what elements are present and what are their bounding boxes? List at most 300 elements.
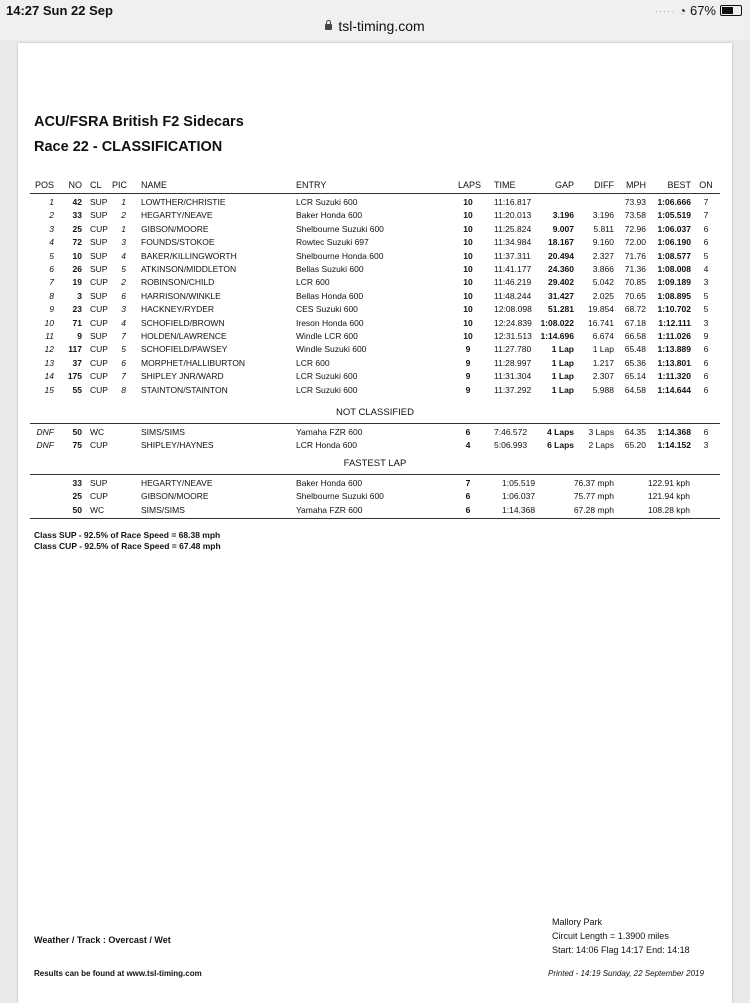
- cell-name: ROBINSON/CHILD: [141, 277, 215, 288]
- cell-pos: 4: [49, 237, 54, 248]
- cell-name: SHIPLEY JNR/WARD: [141, 371, 224, 382]
- cell-cl: SUP: [90, 478, 108, 488]
- cell-pic: 2: [121, 210, 126, 221]
- cell-cl: CUP: [90, 223, 108, 234]
- cell-no: 10: [72, 250, 82, 261]
- cell-diff: 16.741: [588, 317, 614, 328]
- cell-gap: 9.007: [552, 223, 574, 234]
- cell-name: SCHOFIELD/BROWN: [141, 317, 225, 328]
- championship-title: ACU/FSRA British F2 Sidecars: [34, 114, 244, 130]
- cell-no: 71: [72, 317, 82, 328]
- cell-pos: POS: [34, 180, 54, 190]
- cell-entry: ENTRY: [296, 180, 327, 190]
- cell-time: 11:31.304: [494, 371, 532, 382]
- cell-cl: CUP: [90, 317, 108, 328]
- cell-laps: 9: [465, 357, 471, 368]
- cell-laps: 10: [463, 331, 473, 341]
- cell-cl: CUP: [90, 440, 108, 451]
- cell-cl: CUP: [90, 491, 108, 502]
- cell-no: 50: [72, 504, 82, 515]
- cell-diff: 3 Laps: [588, 427, 614, 437]
- cell-gap: 1 Lap: [551, 371, 574, 382]
- cell-pic: 6: [121, 357, 126, 368]
- cell-no: 72: [72, 237, 82, 248]
- cell-best: BEST: [667, 180, 691, 190]
- cell-time: 5:06.993: [494, 440, 528, 451]
- cell-gap: 4 Laps: [547, 427, 574, 437]
- cell-mph: 68.72: [624, 304, 646, 315]
- table-row: [18, 370, 732, 383]
- cell-on: 3: [703, 440, 709, 451]
- cell-pos: 1: [49, 197, 54, 207]
- cell-diff: 6.674: [592, 331, 614, 341]
- cell-entry: LCR Honda 600: [296, 440, 357, 451]
- cell-best: 1:08.577: [657, 250, 691, 261]
- cell-entry: Yamaha FZR 600: [296, 504, 363, 515]
- cell-pos: 2: [49, 210, 54, 221]
- cell-laps: 10: [463, 197, 473, 207]
- cell-time: 12:08.098: [494, 304, 532, 315]
- cell-on: 6: [703, 344, 709, 355]
- cell-name: HEGARTY/NEAVE: [141, 210, 213, 221]
- cell-pos: DNF: [36, 440, 54, 451]
- cell-pos: 10: [44, 317, 54, 328]
- cell-gap: 6 Laps: [547, 440, 574, 451]
- cell-entry: Shelbourne Suzuki 600: [296, 491, 384, 502]
- cell-no: 25: [72, 491, 82, 502]
- cell-cl: WC: [90, 504, 105, 515]
- circuit-length: Circuit Length = 1.3900 miles: [552, 931, 669, 941]
- cell-laps: 9: [465, 384, 471, 395]
- cell-diff: 1.217: [592, 357, 614, 368]
- cell-laps: 9: [465, 371, 471, 382]
- cell-best: 1:10.702: [657, 304, 691, 315]
- cell-cl: CUP: [90, 344, 108, 355]
- cell-best: 1:12.111: [658, 317, 691, 328]
- cell-gap: 51.281: [548, 304, 574, 315]
- cell-best: 1:09.189: [657, 277, 691, 288]
- cell-no: 33: [72, 478, 82, 488]
- cell-time: 11:37.292: [494, 384, 532, 395]
- cell-diff: 5.988: [592, 384, 614, 395]
- cell-pos: 8: [49, 290, 54, 301]
- cell-laps: 9: [465, 344, 471, 355]
- cell-mph: 65.14: [624, 371, 646, 382]
- cell-cl: SUP: [90, 210, 108, 221]
- cell-entry: Bellas Suzuki 600: [296, 264, 364, 274]
- cell-mph: 70.65: [624, 290, 646, 301]
- cell-best: 1:11.026: [657, 331, 691, 341]
- class-note: Class CUP - 92.5% of Race Speed = 67.48 mph: [34, 541, 221, 551]
- cell-best: 1:05.519: [657, 210, 691, 221]
- table-row: [18, 439, 732, 452]
- cell-pos: DNF: [36, 427, 54, 437]
- cell-on: 6: [703, 427, 709, 437]
- cell-pic: 1: [121, 223, 126, 234]
- cell-gap: 3.196: [552, 210, 574, 221]
- cell-on: 7: [703, 210, 709, 221]
- table-row: [18, 236, 732, 249]
- cell-no: 25: [72, 223, 82, 234]
- cell-best: 1:14.644: [657, 384, 691, 395]
- cell-no: 33: [72, 210, 82, 221]
- cell-on: 3: [703, 317, 709, 328]
- cell-gap: 29.402: [548, 277, 574, 288]
- cell-name: FOUNDS/STOKOE: [141, 237, 215, 248]
- cell-entry: LCR Suzuki 600: [296, 197, 358, 207]
- cell-diff: 2.307: [592, 371, 614, 382]
- not-classified-heading: NOT CLASSIFIED: [336, 407, 414, 418]
- table-row: [18, 250, 732, 263]
- cell-time: TIME: [494, 180, 516, 190]
- url-text: tsl-timing.com: [338, 18, 425, 34]
- cell-no: 19: [72, 277, 82, 288]
- cell-cl: SUP: [90, 290, 108, 301]
- status-time: 14:27 Sun 22 Sep: [6, 3, 113, 18]
- table-row: [18, 330, 732, 343]
- table-row: [18, 276, 732, 289]
- cell-laps: 10: [463, 277, 473, 288]
- cell-cl: SUP: [90, 264, 108, 274]
- cell-on: 9: [703, 331, 709, 341]
- cell-diff: 3.196: [592, 210, 614, 221]
- cell-mph: 65.20: [624, 440, 646, 451]
- cell-entry: Yamaha FZR 600: [296, 427, 363, 437]
- cell-entry: Ireson Honda 600: [296, 317, 364, 328]
- cell-best: 1:08.895: [657, 290, 691, 301]
- table-row: [18, 343, 732, 356]
- cell-no: 3: [77, 290, 82, 301]
- cell-name: HEGARTY/NEAVE: [141, 478, 213, 488]
- cell-diff: 3.866: [592, 264, 614, 274]
- cell-best: 1:06.037: [657, 223, 691, 234]
- cell-name: SHIPLEY/HAYNES: [141, 440, 214, 451]
- cell-entry: Windle LCR 600: [296, 331, 358, 341]
- cell-no: 55: [72, 384, 82, 395]
- cell-cl: CUP: [90, 277, 108, 288]
- cell-name: HOLDEN/LAWRENCE: [141, 331, 227, 341]
- lock-icon: [325, 24, 332, 30]
- table-header: [18, 179, 732, 192]
- cell-cl: CUP: [90, 371, 108, 382]
- table-row: [18, 357, 732, 370]
- cell-name: ATKINSON/MIDDLETON: [141, 264, 237, 274]
- table-row: [18, 209, 732, 222]
- address-bar[interactable]: [0, 18, 750, 34]
- cell-name: SIMS/SIMS: [141, 504, 185, 515]
- cell-pic: 3: [121, 237, 126, 248]
- cell-cl: CUP: [90, 304, 108, 315]
- cell-on: 5: [703, 250, 709, 261]
- battery-icon: [720, 5, 742, 16]
- circuit-name: Mallory Park: [552, 917, 603, 927]
- cell-name: MORPHET/HALLIBURTON: [141, 357, 246, 368]
- status-indicators: [655, 3, 742, 18]
- cell-on: 3: [703, 277, 709, 288]
- cell-pos: 11: [45, 331, 54, 341]
- race-times: Start: 14:06 Flag 14:17 End: 14:18: [552, 945, 690, 955]
- cell-time: 7:46.572: [494, 427, 528, 437]
- cell-time: 11:37.311: [494, 250, 531, 261]
- cell-no: 42: [72, 197, 82, 207]
- cell-laps: 10: [463, 317, 473, 328]
- cell-time: 11:28.997: [494, 357, 532, 368]
- cell-gap: 1 Lap: [551, 357, 574, 368]
- cell-name: STAINTON/STAINTON: [141, 384, 228, 395]
- cell-entry: Shelbourne Suzuki 600: [296, 223, 384, 234]
- cell-name: GIBSON/MOORE: [141, 223, 209, 234]
- cell-laps: 10: [463, 210, 473, 221]
- cell-kph: 122.91 kph: [647, 478, 690, 488]
- cell-diff: 2.025: [592, 290, 614, 301]
- cell-pos: 12: [44, 344, 54, 355]
- cell-mph: 66.58: [624, 331, 646, 341]
- cell-mph: 72.96: [624, 223, 646, 234]
- cell-lap: 6: [465, 504, 471, 515]
- cell-lap: 6: [465, 491, 471, 502]
- cell-gap: 1:08.022: [540, 317, 574, 328]
- cell-pic: 1: [121, 197, 126, 207]
- cell-no: 37: [72, 357, 82, 368]
- cell-diff: 5.811: [593, 223, 614, 234]
- cell-laps: LAPS: [458, 180, 482, 190]
- cell-on: 6: [703, 371, 709, 382]
- cell-pos: 14: [44, 371, 54, 382]
- cell-on: 6: [703, 223, 709, 234]
- cell-cl: CUP: [90, 357, 108, 368]
- cell-no: NO: [68, 180, 82, 190]
- cell-diff: 19.854: [588, 304, 614, 315]
- cell-entry: Rowtec Suzuki 697: [296, 237, 369, 248]
- cell-laps: 10: [463, 223, 473, 234]
- cell-mph: 72.00: [624, 237, 646, 248]
- cell-cl: SUP: [90, 331, 108, 341]
- battery-fill: [722, 7, 733, 14]
- cell-diff: 1 Lap: [592, 344, 614, 355]
- cell-best: 1:13.889: [657, 344, 691, 355]
- cell-laps: 10: [463, 250, 473, 261]
- cell-name: SIMS/SIMS: [141, 427, 185, 437]
- status-bar: [0, 0, 750, 40]
- cell-time: 11:48.244: [494, 290, 532, 301]
- cell-time: 11:27.780: [494, 344, 532, 355]
- cell-gap: 1 Lap: [551, 344, 574, 355]
- cell-diff: 9.160: [592, 237, 614, 248]
- cell-no: 50: [72, 427, 82, 437]
- cell-time: 11:46.219: [494, 277, 532, 288]
- cell-cl: SUP: [90, 237, 108, 248]
- cell-time: 1:14.368: [502, 504, 536, 515]
- cell-gap: GAP: [554, 180, 574, 190]
- cell-laps: 6: [465, 427, 471, 437]
- cell-pic: 4: [121, 317, 126, 328]
- cell-pic: 7: [121, 331, 126, 341]
- cell-name: LOWTHER/CHRISTIE: [141, 197, 226, 207]
- cell-name: HACKNEY/RYDER: [141, 304, 215, 315]
- cell-pos: 7: [49, 277, 54, 288]
- cell-pic: 5: [121, 264, 126, 274]
- cell-time: 11:20.013: [494, 210, 532, 221]
- cell-on: 6: [703, 237, 709, 248]
- cell-best: 1:14.368: [657, 427, 691, 437]
- table-row: [18, 317, 732, 330]
- fastest-lap-row: [18, 504, 732, 517]
- cell-time: 11:25.824: [494, 223, 532, 234]
- cell-no: 75: [72, 440, 82, 451]
- table-divider: [30, 193, 720, 194]
- cell-best: 1:06.190: [657, 237, 691, 248]
- table-divider: [30, 474, 720, 475]
- cell-gap: 1:14.696: [540, 331, 574, 341]
- cell-mph: 70.85: [624, 277, 646, 288]
- cell-cl: CL: [90, 180, 102, 190]
- cell-best: 1:08.008: [657, 264, 691, 274]
- table-row: [18, 263, 732, 276]
- cell-gap: 24.360: [548, 264, 574, 274]
- cell-entry: Baker Honda 600: [296, 478, 363, 488]
- cell-mph: 65.36: [624, 357, 646, 368]
- class-note: Class SUP - 92.5% of Race Speed = 68.38 mph: [34, 530, 221, 540]
- cell-on: 4: [703, 264, 709, 274]
- results-link[interactable]: Results can be found at www.tsl-timing.com: [34, 969, 202, 978]
- cell-name: GIBSON/MOORE: [141, 491, 209, 502]
- cell-pic: PIC: [112, 180, 128, 190]
- cell-entry: Shelbourne Honda 600: [296, 250, 384, 261]
- table-row: [18, 196, 732, 209]
- cell-time: 1:05.519: [502, 478, 536, 488]
- cell-pos: 5: [49, 250, 54, 261]
- results-document: [18, 43, 732, 1003]
- cell-on: ON: [699, 180, 713, 190]
- cell-no: 117: [68, 344, 82, 355]
- cell-pic: 3: [121, 304, 126, 315]
- cell-entry: Baker Honda 600: [296, 210, 363, 221]
- cell-diff: 5.042: [592, 277, 614, 288]
- cell-diff: 2.327: [592, 250, 614, 261]
- cell-best: 1:06.666: [657, 197, 691, 207]
- cell-pos: 9: [49, 304, 54, 315]
- printed-timestamp: Printed - 14:19 Sunday, 22 September 2019: [548, 969, 704, 978]
- cell-entry: LCR 600: [296, 277, 330, 288]
- cell-pic: 8: [121, 384, 126, 395]
- cell-no: 175: [67, 371, 82, 382]
- cell-mph: 73.93: [624, 197, 646, 207]
- cell-on: 6: [703, 384, 709, 395]
- cell-time: 12:31.513: [494, 331, 532, 341]
- cell-time: 11:41.177: [494, 264, 532, 274]
- cell-entry: Windle Suzuki 600: [296, 344, 367, 355]
- cell-pic: 2: [121, 277, 126, 288]
- cell-on: 6: [703, 357, 709, 368]
- cell-cl: CUP: [90, 384, 108, 395]
- cell-entry: LCR 600: [296, 357, 330, 368]
- cell-pos: 13: [44, 357, 54, 368]
- table-divider: [30, 423, 720, 424]
- cell-name: HARRISON/WINKLE: [141, 290, 221, 301]
- cell-pic: 4: [121, 250, 126, 261]
- cell-diff: DIFF: [594, 180, 614, 190]
- cell-best: 1:14.152: [657, 440, 691, 451]
- cell-on: 5: [703, 290, 709, 301]
- cell-mph: 64.35: [624, 427, 646, 437]
- cell-entry: Bellas Honda 600: [296, 290, 364, 301]
- cell-on: 5: [703, 304, 709, 315]
- cell-name: SCHOFIELD/PAWSEY: [141, 344, 228, 355]
- cell-laps: 4: [465, 440, 471, 451]
- cell-mph: 75.77 mph: [573, 491, 614, 502]
- cell-gap: 18.167: [548, 237, 574, 248]
- cell-gap: 31.427: [548, 290, 574, 301]
- weather-info: Weather / Track : Overcast / Wet: [34, 935, 171, 945]
- cell-mph: 71.76: [624, 250, 646, 261]
- cell-pic: 6: [121, 290, 126, 301]
- cell-pos: 15: [44, 384, 54, 395]
- table-row: [18, 303, 732, 316]
- cell-cl: SUP: [90, 197, 108, 207]
- cell-mph: 67.28 mph: [573, 504, 614, 515]
- cell-laps: 10: [463, 304, 473, 315]
- cell-best: 1:13.801: [657, 357, 691, 368]
- battery-percent: 67%: [689, 3, 716, 18]
- cell-kph: 108.28 kph: [647, 504, 690, 515]
- cell-mph: MPH: [626, 180, 646, 190]
- table-row: [18, 290, 732, 303]
- fastest-lap-heading: FASTEST LAP: [343, 458, 407, 469]
- cell-pic: 7: [121, 371, 126, 382]
- race-title: Race 22 - CLASSIFICATION: [34, 139, 223, 155]
- cell-time: 1:06.037: [502, 491, 536, 502]
- cell-mph: 67.18: [624, 317, 646, 328]
- cell-mph: 64.58: [624, 384, 646, 395]
- table-row: [18, 384, 732, 397]
- signal-icon: ·····: [654, 5, 675, 16]
- cell-pic: 5: [121, 344, 126, 355]
- cell-time: 12:24.839: [494, 317, 532, 328]
- cell-time: 11:34.984: [494, 237, 532, 248]
- cell-pos: 6: [49, 264, 54, 274]
- cell-no: 23: [72, 304, 82, 315]
- cell-laps: 10: [463, 264, 473, 274]
- cell-on: 7: [703, 197, 709, 207]
- cell-gap: 1 Lap: [551, 384, 574, 395]
- cell-laps: 10: [463, 290, 473, 301]
- cell-lap: 7: [465, 478, 471, 488]
- cell-mph: 76.37 mph: [573, 478, 614, 488]
- wifi-icon: ◔: [678, 3, 686, 18]
- cell-laps: 10: [463, 237, 473, 248]
- cell-kph: 121.94 kph: [647, 491, 690, 502]
- cell-entry: CES Suzuki 600: [296, 304, 358, 315]
- cell-no: 9: [77, 331, 82, 341]
- cell-best: 1:11.320: [657, 371, 691, 382]
- cell-mph: 71.36: [624, 264, 646, 274]
- table-row: [18, 426, 732, 439]
- cell-name: NAME: [141, 180, 168, 190]
- cell-cl: SUP: [90, 250, 108, 261]
- table-divider: [30, 518, 720, 519]
- cell-gap: 20.494: [548, 250, 574, 261]
- table-row: [18, 223, 732, 236]
- cell-cl: WC: [90, 427, 105, 437]
- cell-diff: 2 Laps: [588, 440, 614, 451]
- cell-name: BAKER/KILLINGWORTH: [141, 250, 237, 261]
- cell-entry: LCR Suzuki 600: [296, 371, 358, 382]
- fastest-lap-row: [18, 490, 732, 503]
- cell-time: 11:16.817: [494, 197, 532, 207]
- cell-mph: 73.58: [624, 210, 646, 221]
- fastest-lap-row: [18, 477, 732, 490]
- cell-mph: 65.48: [624, 344, 646, 355]
